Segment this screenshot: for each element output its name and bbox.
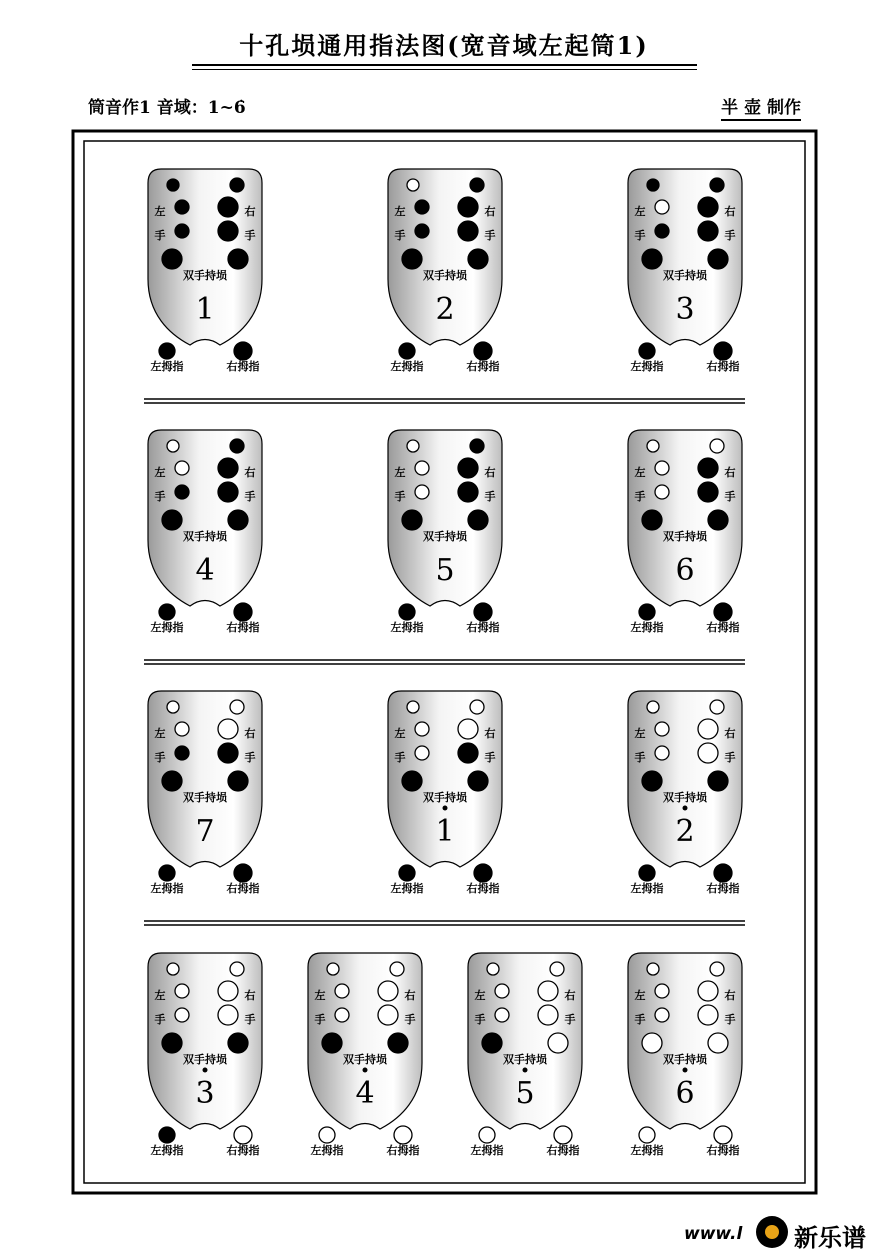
right-thumb-hole [714, 864, 732, 882]
open-hole [230, 700, 244, 714]
closed-hole [228, 1033, 248, 1053]
right-thumb-label: 右拇指 [706, 1144, 740, 1157]
note-number: 2 [435, 292, 455, 327]
open-hole [538, 981, 558, 1001]
closed-hole [468, 510, 488, 530]
right-hand-label: 手 [244, 751, 256, 764]
open-hole [175, 461, 189, 475]
left-hand-label: 左 [634, 727, 646, 740]
both-hands-label: 双手持埙 [423, 530, 467, 543]
high-octave-dot [363, 1068, 368, 1073]
closed-hole [230, 178, 244, 192]
left-hand-label: 左 [154, 205, 166, 218]
closed-hole [218, 197, 238, 217]
right-thumb-hole [474, 864, 492, 882]
right-thumb-hole [234, 342, 252, 360]
right-thumb-hole [394, 1126, 412, 1144]
closed-hole [468, 249, 488, 269]
fingering-card [308, 953, 422, 1157]
left-thumb-label: 左拇指 [630, 882, 664, 895]
open-hole [655, 1008, 669, 1022]
open-hole [470, 700, 484, 714]
open-hole [642, 1033, 662, 1053]
closed-hole [175, 746, 189, 760]
right-hand-label: 手 [404, 1013, 416, 1026]
right-hand-label: 右 [724, 466, 736, 479]
right-thumb-hole [474, 342, 492, 360]
fingering-card [628, 953, 742, 1157]
right-hand-label: 右 [484, 727, 496, 740]
open-hole [710, 700, 724, 714]
closed-hole [647, 179, 659, 191]
left-thumb-hole [639, 343, 655, 359]
closed-hole [175, 200, 189, 214]
right-thumb-label: 右拇指 [706, 360, 740, 373]
note-number: 6 [675, 553, 695, 588]
both-hands-label: 双手持埙 [183, 1053, 227, 1066]
left-thumb-hole [399, 865, 415, 881]
right-thumb-label: 右拇指 [546, 1144, 580, 1157]
right-hand-label: 右 [244, 205, 256, 218]
right-thumb-label: 右拇指 [226, 621, 260, 634]
left-thumb-hole [639, 604, 655, 620]
left-hand-label: 左 [634, 466, 646, 479]
left-thumb-hole [159, 604, 175, 620]
closed-hole [162, 771, 182, 791]
right-thumb-hole [474, 603, 492, 621]
fingering-card [148, 691, 262, 895]
fingering-card [388, 691, 502, 895]
right-hand-label: 手 [244, 1013, 256, 1026]
left-thumb-hole [639, 1127, 655, 1143]
closed-hole [230, 439, 244, 453]
closed-hole [218, 743, 238, 763]
left-hand-label: 手 [394, 751, 406, 764]
right-hand-label: 手 [724, 490, 736, 503]
right-thumb-hole [714, 603, 732, 621]
right-hand-label: 手 [724, 751, 736, 764]
closed-hole [642, 249, 662, 269]
left-hand-label: 手 [154, 1013, 166, 1026]
open-hole [327, 963, 339, 975]
closed-hole [698, 458, 718, 478]
left-hand-label: 左 [154, 989, 166, 1002]
closed-hole [468, 771, 488, 791]
open-hole [167, 701, 179, 713]
footer-url[interactable]: www.l [684, 1224, 743, 1244]
left-thumb-hole [639, 865, 655, 881]
closed-hole [458, 482, 478, 502]
closed-hole [218, 482, 238, 502]
left-thumb-hole [399, 604, 415, 620]
open-hole [647, 963, 659, 975]
open-hole [655, 485, 669, 499]
closed-hole [218, 458, 238, 478]
open-hole [710, 962, 724, 976]
closed-hole [470, 439, 484, 453]
right-thumb-label: 右拇指 [226, 882, 260, 895]
note-number: 3 [195, 1076, 215, 1111]
closed-hole [388, 1033, 408, 1053]
closed-hole [162, 1033, 182, 1053]
closed-hole [698, 221, 718, 241]
left-thumb-hole [319, 1127, 335, 1143]
left-thumb-label: 左拇指 [630, 360, 664, 373]
open-hole [548, 1033, 568, 1053]
closed-hole [175, 485, 189, 499]
right-hand-label: 手 [484, 229, 496, 242]
right-thumb-hole [234, 1126, 252, 1144]
left-thumb-label: 左拇指 [390, 621, 424, 634]
open-hole [647, 440, 659, 452]
left-thumb-label: 左拇指 [630, 621, 664, 634]
left-hand-label: 手 [634, 490, 646, 503]
left-hand-label: 手 [394, 229, 406, 242]
open-hole [378, 981, 398, 1001]
closed-hole [415, 224, 429, 238]
closed-hole [708, 249, 728, 269]
fingering-card [628, 691, 742, 895]
note-number: 1 [435, 814, 455, 849]
closed-hole [655, 224, 669, 238]
open-hole [698, 719, 718, 739]
open-hole [415, 461, 429, 475]
author-credit: 半 壶 制作 [721, 93, 801, 121]
note-number: 4 [195, 553, 215, 588]
right-thumb-label: 右拇指 [226, 360, 260, 373]
closed-hole [710, 178, 724, 192]
left-hand-label: 手 [634, 229, 646, 242]
open-hole [175, 1008, 189, 1022]
closed-hole [708, 771, 728, 791]
closed-hole [708, 510, 728, 530]
left-hand-label: 左 [154, 466, 166, 479]
right-hand-label: 右 [484, 466, 496, 479]
open-hole [458, 719, 478, 739]
left-thumb-hole [399, 343, 415, 359]
open-hole [218, 719, 238, 739]
right-thumb-hole [234, 864, 252, 882]
closed-hole [402, 771, 422, 791]
left-thumb-label: 左拇指 [150, 1144, 184, 1157]
right-thumb-label: 右拇指 [466, 621, 500, 634]
right-hand-label: 右 [404, 989, 416, 1002]
open-hole [655, 200, 669, 214]
right-thumb-label: 右拇指 [386, 1144, 420, 1157]
right-hand-label: 右 [724, 727, 736, 740]
open-hole [495, 984, 509, 998]
high-octave-dot [523, 1068, 528, 1073]
fingering-card [148, 169, 262, 373]
both-hands-label: 双手持埙 [423, 269, 467, 282]
note-number: 7 [195, 814, 215, 849]
closed-hole [162, 510, 182, 530]
closed-hole [458, 221, 478, 241]
right-hand-label: 右 [484, 205, 496, 218]
left-thumb-hole [159, 343, 175, 359]
right-hand-label: 手 [564, 1013, 576, 1026]
closed-hole [402, 510, 422, 530]
left-hand-label: 手 [154, 490, 166, 503]
open-hole [487, 963, 499, 975]
right-hand-label: 手 [724, 229, 736, 242]
open-hole [218, 981, 238, 1001]
closed-hole [458, 458, 478, 478]
right-thumb-label: 右拇指 [226, 1144, 260, 1157]
right-thumb-label: 右拇指 [706, 882, 740, 895]
open-hole [175, 984, 189, 998]
both-hands-label: 双手持埙 [663, 530, 707, 543]
open-hole [698, 1005, 718, 1025]
closed-hole [470, 178, 484, 192]
right-hand-label: 手 [244, 229, 256, 242]
note-number: 3 [675, 292, 695, 327]
left-thumb-label: 左拇指 [150, 360, 184, 373]
left-thumb-label: 左拇指 [150, 882, 184, 895]
both-hands-label: 双手持埙 [423, 791, 467, 804]
left-thumb-hole [159, 865, 175, 881]
closed-hole [228, 771, 248, 791]
closed-hole [322, 1033, 342, 1053]
closed-hole [642, 771, 662, 791]
left-hand-label: 左 [154, 727, 166, 740]
open-hole [708, 1033, 728, 1053]
both-hands-label: 双手持埙 [503, 1053, 547, 1066]
left-hand-label: 左 [634, 989, 646, 1002]
left-thumb-label: 左拇指 [150, 621, 184, 634]
open-hole [647, 701, 659, 713]
right-hand-label: 手 [244, 490, 256, 503]
right-hand-label: 手 [484, 751, 496, 764]
open-hole [655, 746, 669, 760]
open-hole [218, 1005, 238, 1025]
left-thumb-hole [479, 1127, 495, 1143]
left-hand-label: 左 [394, 466, 406, 479]
open-hole [407, 179, 419, 191]
right-hand-label: 手 [724, 1013, 736, 1026]
note-number: 4 [355, 1076, 375, 1111]
note-number: 5 [515, 1076, 535, 1111]
left-hand-label: 手 [314, 1013, 326, 1026]
closed-hole [175, 224, 189, 238]
both-hands-label: 双手持埙 [183, 530, 227, 543]
left-hand-label: 手 [474, 1013, 486, 1026]
fingering-card [468, 953, 582, 1157]
left-thumb-label: 左拇指 [390, 360, 424, 373]
open-hole [698, 981, 718, 1001]
open-hole [550, 962, 564, 976]
closed-hole [698, 197, 718, 217]
open-hole [167, 963, 179, 975]
high-octave-dot [203, 1068, 208, 1073]
open-hole [655, 984, 669, 998]
right-hand-label: 右 [244, 727, 256, 740]
open-hole [655, 722, 669, 736]
fingering-card [148, 953, 262, 1157]
high-octave-dot [683, 806, 688, 811]
closed-hole [218, 221, 238, 241]
right-thumb-hole [234, 603, 252, 621]
left-hand-label: 手 [154, 229, 166, 242]
right-hand-label: 右 [724, 205, 736, 218]
closed-hole [415, 200, 429, 214]
left-hand-label: 手 [634, 1013, 646, 1026]
right-thumb-hole [554, 1126, 572, 1144]
open-hole [407, 440, 419, 452]
open-hole [538, 1005, 558, 1025]
both-hands-label: 双手持埙 [183, 269, 227, 282]
footer-brand[interactable]: 新乐谱 [794, 1224, 866, 1252]
open-hole [390, 962, 404, 976]
open-hole [415, 746, 429, 760]
open-hole [407, 701, 419, 713]
note-number: 5 [435, 553, 455, 588]
open-hole [655, 461, 669, 475]
closed-hole [458, 197, 478, 217]
both-hands-label: 双手持埙 [183, 791, 227, 804]
open-hole [167, 440, 179, 452]
fingering-card [388, 430, 502, 634]
right-hand-label: 右 [244, 989, 256, 1002]
open-hole [415, 485, 429, 499]
left-hand-label: 左 [634, 205, 646, 218]
right-hand-label: 手 [484, 490, 496, 503]
open-hole [415, 722, 429, 736]
high-octave-dot [443, 806, 448, 811]
open-hole [335, 1008, 349, 1022]
right-hand-label: 右 [244, 466, 256, 479]
right-thumb-hole [714, 342, 732, 360]
both-hands-label: 双手持埙 [663, 1053, 707, 1066]
left-hand-label: 左 [314, 989, 326, 1002]
both-hands-label: 双手持埙 [663, 791, 707, 804]
right-hand-label: 右 [724, 989, 736, 1002]
right-thumb-hole [714, 1126, 732, 1144]
high-octave-dot [683, 1068, 688, 1073]
left-thumb-label: 左拇指 [470, 1144, 504, 1157]
right-thumb-label: 右拇指 [466, 882, 500, 895]
closed-hole [458, 743, 478, 763]
left-hand-label: 左 [474, 989, 486, 1002]
range-info: 筒音作1 音域：1~6̇ [88, 98, 246, 118]
left-hand-label: 手 [154, 751, 166, 764]
left-hand-label: 手 [634, 751, 646, 764]
page-title: 十孔埙通用指法图(宽音域左起筒1) [239, 31, 649, 60]
left-thumb-label: 左拇指 [630, 1144, 664, 1157]
open-hole [495, 1008, 509, 1022]
fingering-card [628, 169, 742, 373]
closed-hole [228, 510, 248, 530]
right-thumb-label: 右拇指 [706, 621, 740, 634]
closed-hole [402, 249, 422, 269]
note-number: 2 [675, 814, 695, 849]
fingering-card [628, 430, 742, 634]
right-hand-label: 右 [564, 989, 576, 1002]
closed-hole [228, 249, 248, 269]
left-hand-label: 左 [394, 205, 406, 218]
left-thumb-hole [159, 1127, 175, 1143]
both-hands-label: 双手持埙 [343, 1053, 387, 1066]
right-thumb-label: 右拇指 [466, 360, 500, 373]
both-hands-label: 双手持埙 [663, 269, 707, 282]
fingering-card [148, 430, 262, 634]
open-hole [335, 984, 349, 998]
left-thumb-label: 左拇指 [310, 1144, 344, 1157]
open-hole [710, 439, 724, 453]
open-hole [230, 962, 244, 976]
left-hand-label: 左 [394, 727, 406, 740]
open-hole [175, 722, 189, 736]
brand-logo-icon [756, 1216, 788, 1248]
note-number: 1 [195, 292, 215, 327]
closed-hole [167, 179, 179, 191]
closed-hole [162, 249, 182, 269]
closed-hole [698, 482, 718, 502]
open-hole [698, 743, 718, 763]
left-thumb-label: 左拇指 [390, 882, 424, 895]
note-number: 6 [675, 1076, 695, 1111]
left-hand-label: 手 [394, 490, 406, 503]
closed-hole [642, 510, 662, 530]
fingering-card [388, 169, 502, 373]
open-hole [378, 1005, 398, 1025]
closed-hole [482, 1033, 502, 1053]
